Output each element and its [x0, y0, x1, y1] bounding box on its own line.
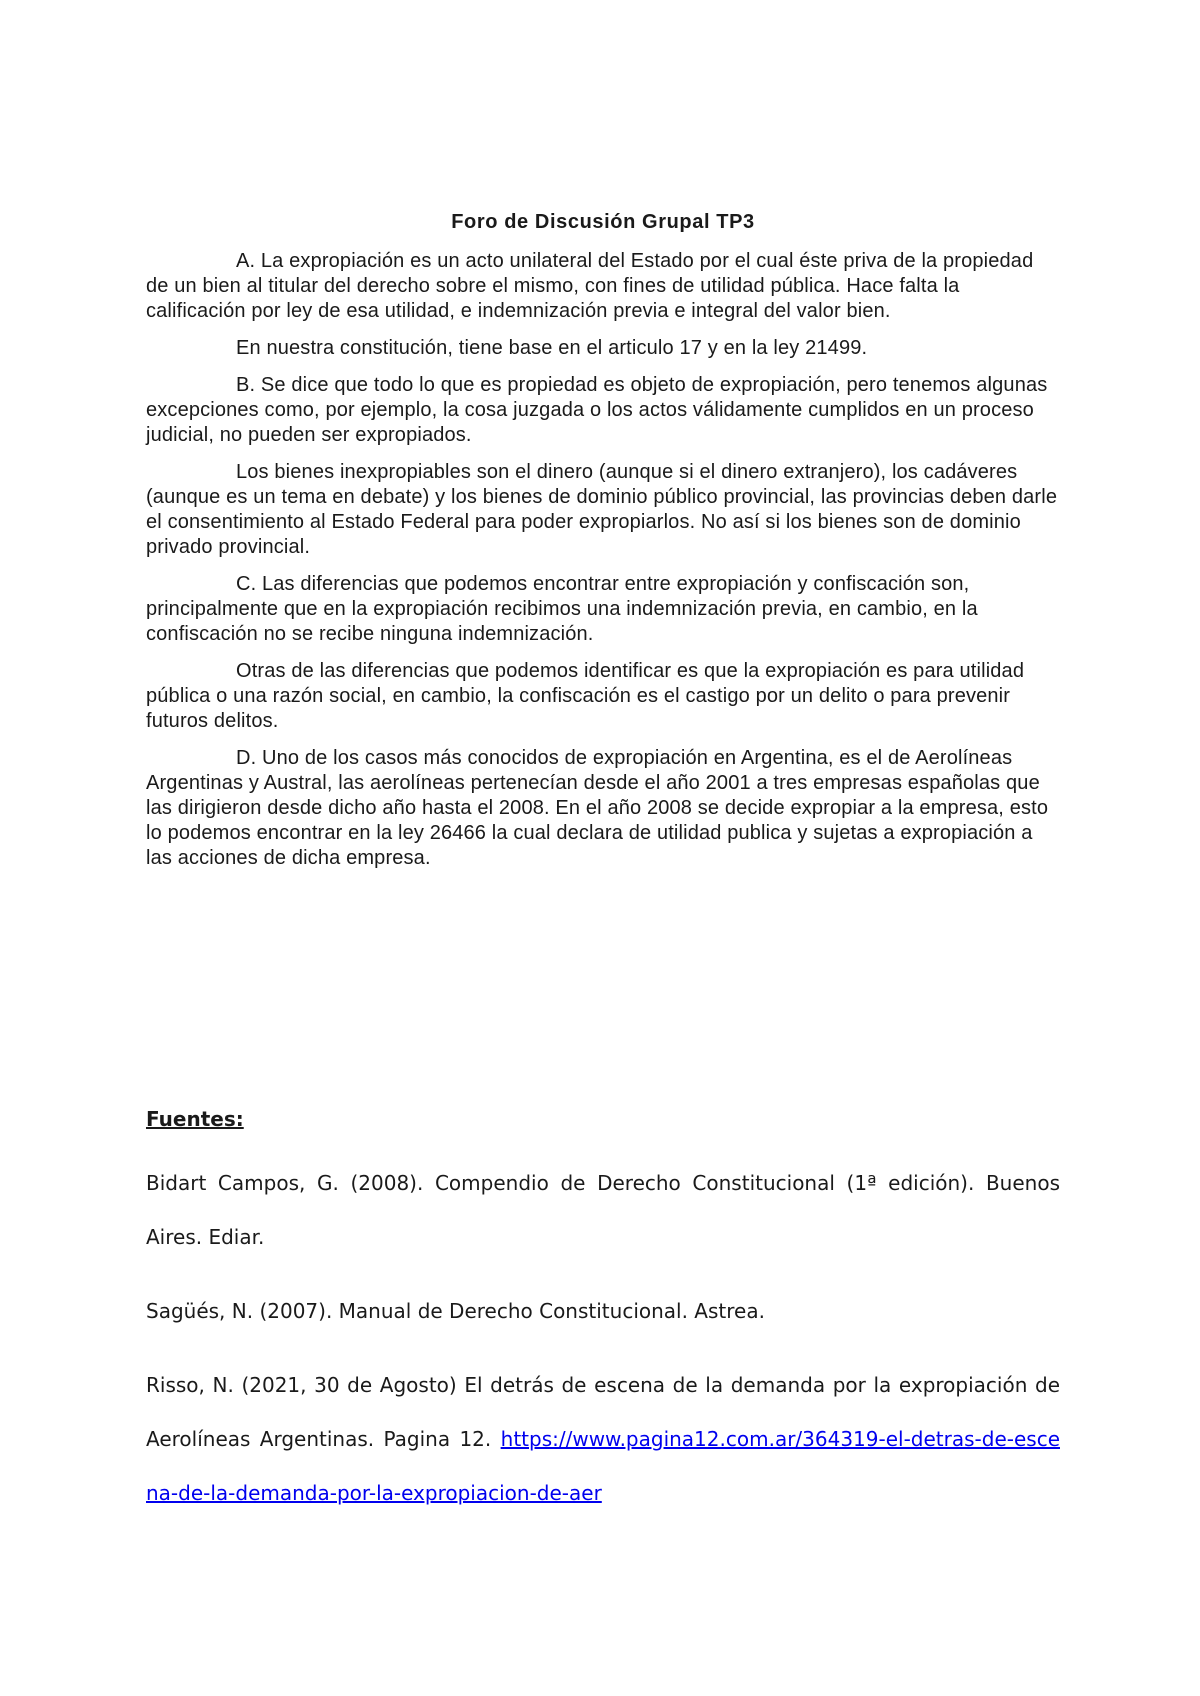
document-body [146, 210, 1060, 883]
sources-section [146, 1106, 1060, 1540]
paragraph-b: B. Se dice que todo lo que es propiedad es objeto de expropiación, pero tenemos algunas excepciones como, por ejemplo, la cosa juzgada o los actos válidamente cumplidos en un proceso judicial, no pueden ser expropiados. [146, 374, 1048, 446]
paragraph-constitution: En nuestra constitución, tiene base en el articulo 17 y en la ley 21499. [236, 337, 868, 359]
paragraph-inexpropiables: Los bienes inexpropiables son el dinero (aunque si el dinero extranjero), los cadáveres (aunque es un tema en debate) y los bienes de dominio público provincial, las provincias deben darle el consentimiento al Estado Federal para poder expropiarlos. No así si los bienes son de dominio privado provincial. [146, 461, 1058, 558]
document-title: Foro de Discusión Grupal TP3 [451, 211, 755, 233]
reference-sagues: Sagüés, N. (2007). Manual de Derecho Constitucional. Astrea. [146, 1299, 765, 1323]
reference-risso-link[interactable]: https://www.pagina12.com.ar/364319-el-detras-de-escena-de-la-demanda-por-la-expropiacion-de-aer [146, 1427, 1060, 1505]
paragraph-a: A. La expropiación es un acto unilateral del Estado por el cual éste priva de la propiedad de un bien al titular del derecho sobre el mismo, con fines de utilidad pública. Hace falta la calificación por ley de esa utilidad, e indemnización previa e integral del valor bien. [146, 250, 1034, 322]
reference-risso [146, 1358, 1060, 1520]
reference-bidart: Bidart Campos, G. (2008). Compendio de Derecho Constitucional (1ª edición). Buenos Aires. Ediar. [146, 1171, 1060, 1249]
sources-heading: Fuentes: [146, 1107, 244, 1131]
paragraph-differences: Otras de las diferencias que podemos identificar es que la expropiación es para utilidad pública o una razón social, en cambio, la confiscación es el castigo por un delito o para prevenir futuros delitos. [146, 660, 1025, 732]
paragraph-c: C. Las diferencias que podemos encontrar entre expropiación y confiscación son, principalmente que en la expropiación recibimos una indemnización previa, en cambio, en la confiscación no se recibe ninguna indemnización. [146, 573, 978, 645]
paragraph-d: D. Uno de los casos más conocidos de expropiación en Argentina, es el de Aerolíneas Argentinas y Austral, las aerolíneas pertenecían desde el año 2001 a tres empresas españolas que las dirigieron desde dicho año hasta el 2008. En el año 2008 se decide expropiar a la empresa, esto lo podemos encontrar en la ley 26466 la cual declara de utilidad publica y sujetas a expropiación a las acciones de dicha empresa. [146, 747, 1049, 869]
reference-risso-text: Risso, N. (2021, 30 de Agosto) El detrás de escena de la demanda por la expropiación de Aerolíneas Argentinas. Pagina 12. [146, 1373, 1060, 1451]
